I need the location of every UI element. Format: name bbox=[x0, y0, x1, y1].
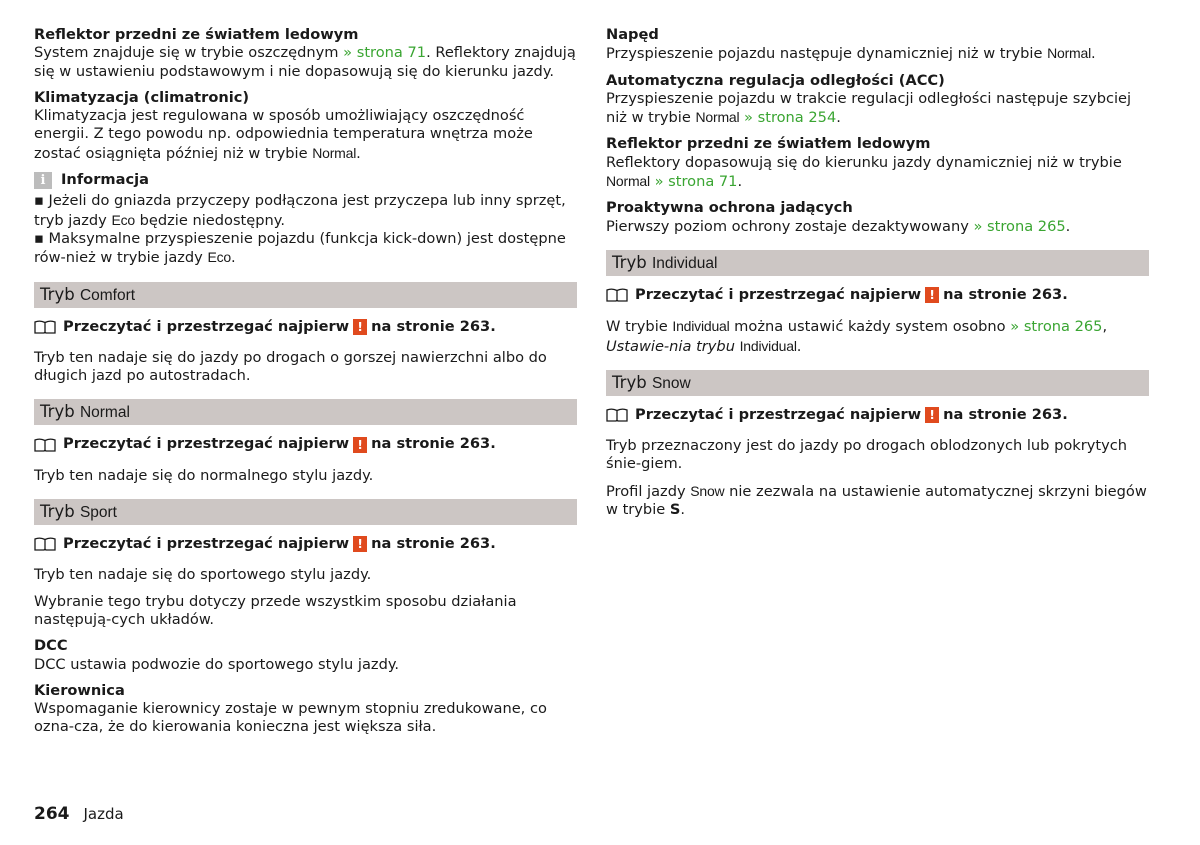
warning-reference bbox=[34, 535, 577, 553]
warning-icon: ! bbox=[353, 319, 367, 335]
right-column bbox=[606, 26, 1149, 527]
paragraph bbox=[606, 218, 1149, 236]
warning-reference bbox=[606, 406, 1149, 424]
warning-text: Przeczytać i przestrzegać najpierw bbox=[63, 435, 350, 453]
page-link[interactable]: » strona 71 bbox=[654, 173, 738, 191]
section-title: Reflektor przedni ze światłem ledowym bbox=[606, 135, 931, 153]
bar-mode: Sport bbox=[79, 504, 117, 522]
bar-mode: Comfort bbox=[79, 286, 136, 304]
bar-word: Tryb bbox=[40, 502, 75, 522]
paragraph: Tryb ten nadaje się do jazdy po drogach o gorszej nawierzchni albo do długich jazd po autostradach. bbox=[34, 348, 547, 385]
mode-name: Snow bbox=[690, 482, 725, 499]
info-box bbox=[34, 171, 577, 267]
bar-word: Tryb bbox=[612, 372, 647, 392]
text: . bbox=[356, 144, 361, 162]
section-title: DCC bbox=[34, 637, 68, 655]
paragraph: Tryb przeznaczony jest do jazdy po drogach oblodzonych lub pokrytych śnie-giem. bbox=[606, 437, 1127, 473]
book-icon bbox=[34, 438, 56, 452]
info-title: Informacja bbox=[61, 171, 149, 189]
mode-name: Normal bbox=[606, 173, 650, 190]
page-link[interactable]: » strona 265 bbox=[973, 217, 1066, 235]
book-icon bbox=[34, 537, 56, 551]
text: Profil jazdy bbox=[606, 482, 691, 500]
mode-name: Individual bbox=[672, 318, 730, 335]
cross-reference: Ustawie-nia trybu bbox=[606, 337, 735, 355]
led-headlight-section bbox=[606, 135, 1149, 191]
section-bar-comfort bbox=[34, 282, 577, 308]
section-bar-individual bbox=[606, 250, 1149, 276]
text: . bbox=[1091, 45, 1096, 63]
page-link[interactable]: » strona 254 bbox=[744, 109, 837, 127]
warning-page[interactable]: na stronie 263. bbox=[371, 317, 496, 335]
paragraph bbox=[606, 317, 1149, 356]
text: Przyspieszenie pojazdu w trakcie regulacji odległości następuje szybciej niż w trybie bbox=[606, 89, 1132, 127]
paragraph bbox=[34, 107, 577, 163]
warning-page[interactable]: na stronie 263. bbox=[943, 285, 1068, 303]
text: Przyspieszenie pojazdu następuje dynamiczniej niż w trybie bbox=[606, 45, 1048, 63]
warning-reference bbox=[606, 286, 1149, 304]
section-bar-normal bbox=[34, 399, 577, 425]
paragraph: Tryb ten nadaje się do normalnego stylu jazdy. bbox=[34, 466, 374, 484]
left-column bbox=[34, 26, 577, 745]
section-bar-snow bbox=[606, 370, 1149, 396]
warning-page[interactable]: na stronie 263. bbox=[371, 435, 496, 453]
page-footer bbox=[34, 804, 124, 824]
text: można ustawić każdy system osobno bbox=[729, 318, 1011, 336]
page-link[interactable]: » strona 71 bbox=[343, 44, 427, 62]
warning-text: Przeczytać i przestrzegać najpierw bbox=[63, 317, 350, 335]
warning-page[interactable]: na stronie 263. bbox=[943, 405, 1068, 423]
book-icon bbox=[34, 320, 56, 334]
paragraph bbox=[606, 44, 1149, 63]
text: . bbox=[836, 109, 841, 127]
text: . bbox=[737, 173, 743, 191]
drive-section bbox=[606, 26, 1149, 64]
paragraph bbox=[606, 154, 1149, 192]
section-title: Klimatyzacja (climatronic) bbox=[34, 88, 250, 106]
text: W trybie bbox=[606, 318, 673, 336]
text: . bbox=[680, 501, 686, 519]
warning-reference bbox=[34, 435, 577, 453]
warning-text: Przeczytać i przestrzegać najpierw bbox=[635, 405, 922, 423]
bar-mode: Snow bbox=[651, 374, 691, 392]
text: . Reflektory znajdują się w ustawieniu podstawowym i nie dopasowują się do kierunku jazdy. bbox=[34, 44, 576, 80]
led-headlight-section bbox=[34, 26, 577, 81]
warning-reference bbox=[34, 318, 577, 336]
bar-word: Tryb bbox=[40, 402, 75, 422]
mode-name: Normal bbox=[1047, 45, 1092, 62]
climatronic-section bbox=[34, 89, 577, 163]
text: Klimatyzacja jest regulowana w sposób umożliwiający oszczędność energii. Z tego powodu np. odpowiednia temperatura wnętrza może zostać osiągnięta później niż w trybie bbox=[34, 107, 533, 162]
text: Pierwszy poziom ochrony zostaje dezaktywowany bbox=[606, 217, 974, 235]
steering-section bbox=[34, 682, 577, 737]
dcc-section bbox=[34, 637, 577, 674]
text: ▪ Maksymalne przyspieszenie pojazdu (funkcja kick-down) jest dostępne rów-nież w trybie jazdy bbox=[34, 229, 566, 267]
warning-icon: ! bbox=[353, 536, 367, 552]
text: . bbox=[231, 249, 236, 267]
book-icon bbox=[606, 288, 628, 302]
info-bullet bbox=[34, 192, 577, 230]
paragraph: Wybranie tego trybu dotyczy przede wszystkim sposobu działania następują-cych układów. bbox=[34, 592, 517, 628]
bar-mode: Normal bbox=[79, 404, 130, 422]
paragraph: Tryb ten nadaje się do sportowego stylu jazdy. bbox=[34, 566, 372, 584]
warning-icon: ! bbox=[925, 287, 939, 303]
chapter-label: Jazda bbox=[83, 805, 124, 823]
paragraph: DCC ustawia podwozie do sportowego stylu jazdy. bbox=[34, 655, 400, 673]
page-link[interactable]: » strona 265 bbox=[1010, 318, 1103, 336]
proactive-protection-section bbox=[606, 199, 1149, 236]
book-icon bbox=[606, 408, 628, 422]
warning-page[interactable]: na stronie 263. bbox=[371, 535, 496, 553]
mode-name: Normal bbox=[312, 144, 357, 161]
mode-name: Eco bbox=[207, 249, 231, 266]
info-header bbox=[34, 171, 577, 189]
page-number: 264 bbox=[34, 804, 70, 824]
info-icon: i bbox=[34, 172, 52, 189]
mode-name: Individual bbox=[739, 337, 797, 354]
section-bar-sport bbox=[34, 499, 577, 525]
bar-mode: Individual bbox=[651, 254, 718, 272]
warning-icon: ! bbox=[353, 437, 367, 453]
paragraph bbox=[606, 482, 1149, 520]
text: , bbox=[1102, 318, 1108, 336]
bar-word: Tryb bbox=[612, 252, 647, 272]
text: . bbox=[1065, 217, 1071, 235]
section-title: Automatyczna regulacja odległości (ACC) bbox=[606, 71, 945, 89]
paragraph bbox=[34, 44, 577, 81]
mode-name: Normal bbox=[695, 109, 740, 126]
text: będzie niedostępny. bbox=[135, 211, 285, 229]
section-title: Proaktywna ochrona jadących bbox=[606, 199, 853, 217]
text: ▪ Jeżeli do gniazda przyczepy podłączona jest przyczepa lub inny sprzęt, tryb jazdy bbox=[34, 192, 566, 229]
section-title: Napęd bbox=[606, 26, 659, 43]
text: System znajduje się w trybie oszczędnym bbox=[34, 44, 344, 62]
gear-letter: S bbox=[669, 501, 681, 519]
warning-icon: ! bbox=[925, 407, 939, 423]
warning-text: Przeczytać i przestrzegać najpierw bbox=[635, 285, 922, 303]
acc-section bbox=[606, 72, 1149, 128]
warning-text: Przeczytać i przestrzegać najpierw bbox=[63, 535, 350, 553]
bar-word: Tryb bbox=[40, 284, 75, 304]
text: nie zezwala na ustawienie automatycznej skrzyni biegów w trybie bbox=[606, 482, 1147, 519]
paragraph: Wspomaganie kierownicy zostaje w pewnym stopniu zredukowane, co ozna-cza, że do kierowania konieczna jest większa siła. bbox=[34, 700, 547, 736]
text: Reflektory dopasowują się do kierunku jazdy dynamiczniej niż w trybie bbox=[606, 153, 1122, 171]
section-title: Kierownica bbox=[34, 681, 125, 699]
info-bullet bbox=[34, 230, 577, 268]
text: . bbox=[796, 337, 802, 355]
section-title: Reflektor przedni ze światłem ledowym bbox=[34, 26, 359, 43]
paragraph bbox=[606, 90, 1149, 128]
mode-name: Eco bbox=[111, 211, 135, 228]
